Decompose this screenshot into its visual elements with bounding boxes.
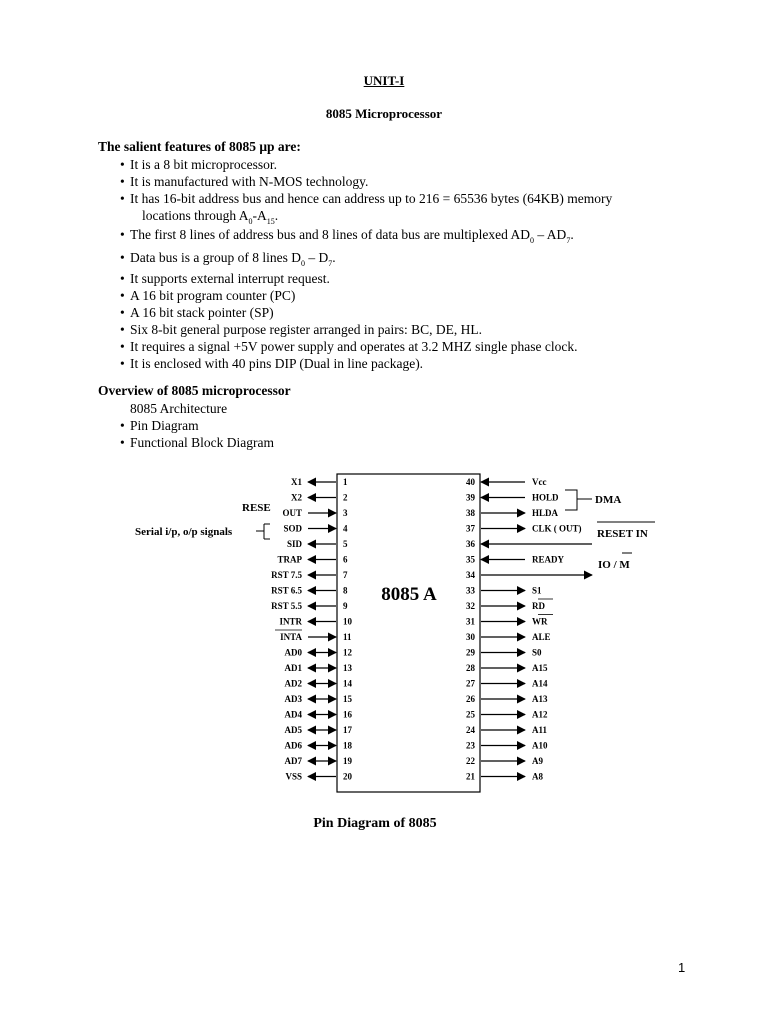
pin-diagram-svg xyxy=(130,452,655,834)
reset-in-label: RESET IN xyxy=(597,528,648,540)
pin-name: RST 6.5 xyxy=(271,585,302,596)
pin-diagram-figure xyxy=(130,452,655,834)
pin-number: 25 xyxy=(466,709,475,720)
pin-number: 14 xyxy=(343,678,352,689)
pin-name: A15 xyxy=(532,663,548,673)
pin-name: S0 xyxy=(532,647,542,658)
pin-number: 20 xyxy=(343,771,352,782)
pin-name: VSS xyxy=(285,771,302,782)
dma-bracket xyxy=(565,490,592,510)
list-item: • The first 8 lines of address bus and 8 lines of data bus are multiplexed $AD_0 - AD_7$. xyxy=(120,227,574,245)
pin-name: A9 xyxy=(532,756,543,766)
pin-number: 11 xyxy=(343,632,352,642)
list-item: • It requires a signal +5V power supply and operates at 3.2 MHZ single phase clock. xyxy=(120,339,578,354)
pin-number: 5 xyxy=(343,539,348,549)
pin-name: OUT xyxy=(282,508,302,518)
pin-number: 34 xyxy=(466,570,475,580)
pin-name: A14 xyxy=(532,678,548,689)
list-item: • Pin Diagram xyxy=(120,418,199,433)
pin-name: SID xyxy=(286,539,302,549)
pin-number: 2 xyxy=(343,492,348,503)
pin-name: SOD xyxy=(283,523,302,534)
list-item: • Functional Block Diagram xyxy=(120,435,274,450)
unit-title: UNIT-I xyxy=(363,73,405,88)
list-item: • It is manufactured with N-MOS technology. xyxy=(120,174,369,189)
pin-number: 1 xyxy=(343,477,348,487)
pin-number: 9 xyxy=(343,601,348,611)
pin-number: 8 xyxy=(343,585,348,596)
list-item: 8085 Architecture xyxy=(130,401,228,416)
pin-number: 4 xyxy=(343,523,348,534)
io-m-label: IO / M xyxy=(598,559,630,571)
pin-name: S1 xyxy=(532,585,542,596)
pin-number: 39 xyxy=(466,492,475,503)
pin-number: 12 xyxy=(343,647,352,658)
diagram-caption: Pin Diagram of 8085 xyxy=(313,816,437,831)
pin-number: 21 xyxy=(466,771,475,782)
serial-bracket xyxy=(256,524,270,539)
serial-signals-label: Serial i/p, o/p signals xyxy=(135,526,233,538)
pin-name: TRAP xyxy=(277,554,302,565)
pin-name: AD0 xyxy=(284,647,302,658)
pin-number: 33 xyxy=(466,585,475,596)
pin-name: AD2 xyxy=(284,678,302,689)
chip-label: 8085 A xyxy=(381,584,437,605)
pin-name: A10 xyxy=(532,740,548,751)
pin-number: 22 xyxy=(466,756,475,766)
pin-number: 37 xyxy=(466,523,475,534)
document-title: 8085 Microprocessor xyxy=(325,106,443,121)
pin-number: 32 xyxy=(466,601,475,611)
pin-name: RST 7.5 xyxy=(271,570,302,580)
pin-name: A8 xyxy=(532,771,543,782)
pin-number: 24 xyxy=(466,725,475,735)
pin-name: AD6 xyxy=(284,740,302,751)
list-item: • A 16 bit stack pointer (SP) xyxy=(120,305,274,320)
pin-number: 29 xyxy=(466,647,475,658)
pin-name: AD4 xyxy=(284,709,302,720)
pin-number: 16 xyxy=(343,709,352,720)
pin-name: HLDA xyxy=(532,508,559,518)
pin-name: ALE xyxy=(532,632,551,642)
rese-label: RESE xyxy=(242,502,271,514)
pin-number: 27 xyxy=(466,678,475,689)
pin-number: 6 xyxy=(343,554,348,565)
chip-body xyxy=(337,474,480,792)
pin-name: AD7 xyxy=(284,756,302,766)
list-item: • It is enclosed with 40 pins DIP (Dual in line package). xyxy=(120,356,424,371)
pin-name: WR xyxy=(532,616,548,627)
pin-number: 38 xyxy=(466,508,475,518)
pin-name: AD3 xyxy=(284,694,302,704)
pin-name: RD xyxy=(532,601,545,611)
pin-number: 36 xyxy=(466,539,475,549)
pin-number: 30 xyxy=(466,632,475,642)
pin-name: Vcc xyxy=(532,477,547,487)
pin-number: 10 xyxy=(343,616,352,627)
pin-number: 23 xyxy=(466,740,475,751)
list-item: • It supports external interrupt request. xyxy=(120,271,330,286)
pin-name: A11 xyxy=(532,725,548,735)
dma-label: DMA xyxy=(595,494,622,506)
pin-name: X2 xyxy=(291,492,302,503)
pin-name: A13 xyxy=(532,694,548,704)
pin-number: 17 xyxy=(343,725,352,735)
pin-number: 13 xyxy=(343,663,352,673)
pin-number: 28 xyxy=(466,663,475,673)
features-heading: The salient features of 8085 μp are: xyxy=(98,139,301,154)
overview-list xyxy=(120,400,692,451)
pin-number: 19 xyxy=(343,756,352,766)
list-item: • Data bus is a group of 8 lines $D_0 - D_7$. xyxy=(120,250,336,268)
pin-name: X1 xyxy=(291,477,302,487)
pin-number: 7 xyxy=(343,570,348,580)
pin-number: 31 xyxy=(466,616,475,627)
pin-name: AD5 xyxy=(284,725,302,735)
list-item: • A 16 bit program counter (PC) xyxy=(120,288,296,303)
pin-name: INTA xyxy=(280,632,302,642)
pin-number: 26 xyxy=(466,694,475,704)
pin-name: HOLD xyxy=(532,492,559,503)
pin-number: 15 xyxy=(343,694,352,704)
list-item: • It is a 8 bit microprocessor. xyxy=(120,157,277,172)
pin-name: A12 xyxy=(532,709,548,720)
pin-name: RST 5.5 xyxy=(271,601,302,611)
list-item: • It has 16-bit address bus and hence can address up to 216 = 65536 bytes (64KB) memory locations through $A_0-A_{15}$. xyxy=(120,191,613,226)
page-number: 1 xyxy=(678,960,686,975)
pin-name: INTR xyxy=(279,616,302,627)
features-list xyxy=(120,156,692,372)
pin-name: CLK ( OUT) xyxy=(532,523,582,534)
pin-number: 18 xyxy=(343,740,352,751)
pin-number: 35 xyxy=(466,554,475,565)
pin-name: AD1 xyxy=(284,663,302,673)
pin-name: READY xyxy=(532,554,565,565)
pin-number: 3 xyxy=(343,508,348,518)
right-pins xyxy=(466,477,592,782)
pin-number: 40 xyxy=(466,477,475,487)
list-item: • Six 8-bit general purpose register arranged in pairs: BC, DE, HL. xyxy=(120,322,483,337)
overview-heading: Overview of 8085 microprocessor xyxy=(98,383,291,398)
